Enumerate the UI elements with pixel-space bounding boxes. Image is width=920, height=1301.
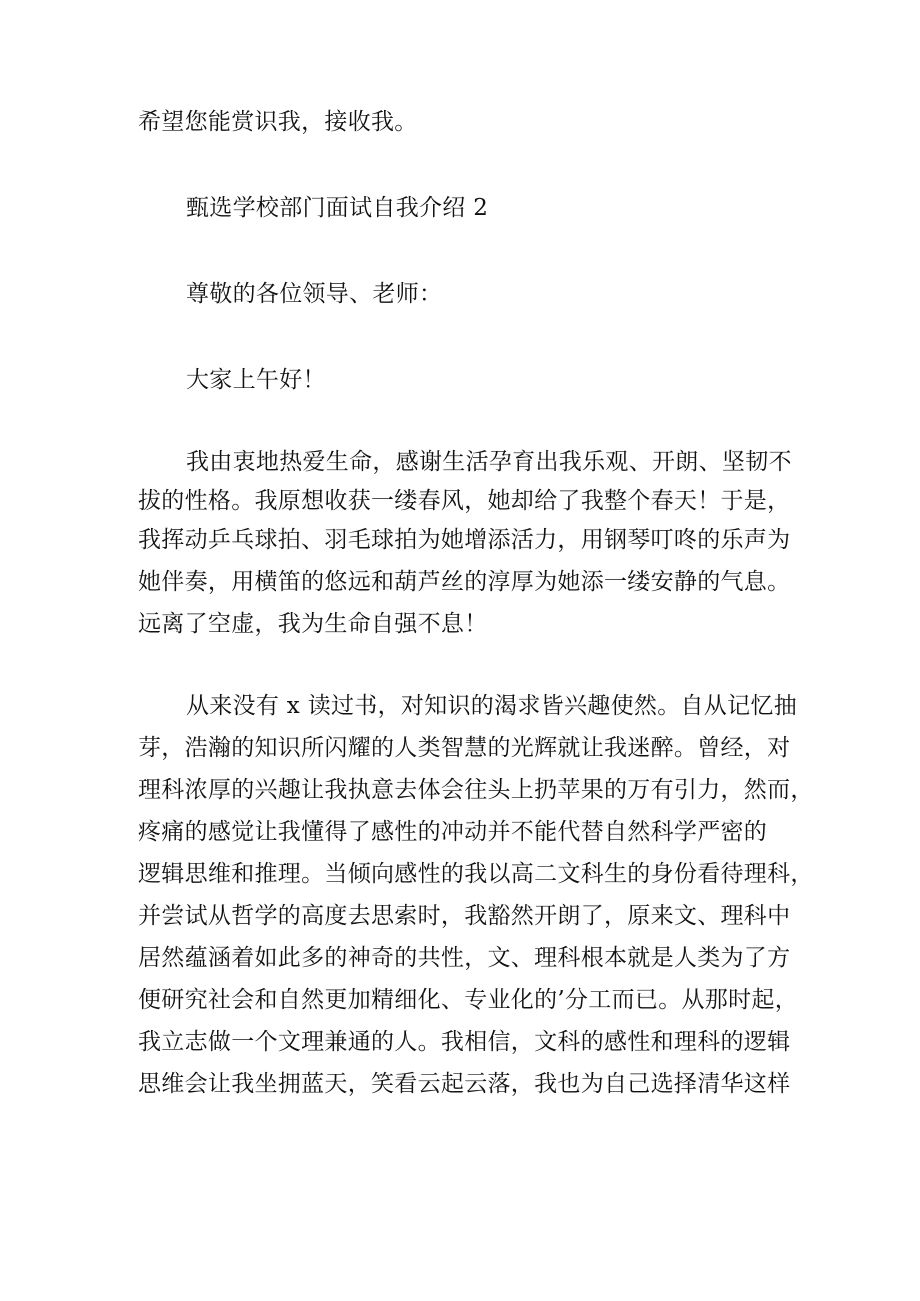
paragraph-2-line-2: 芽，浩瀚的知识所闪耀的人类智慧的光辉就让我迷醉。曾经，对 bbox=[138, 735, 791, 761]
paragraph-2-line-10: 思维会让我坐拥蓝天，笑看云起云落，我也为自己选择清华这样 bbox=[138, 1071, 791, 1097]
paragraph-2-line-5: 逻辑思维和推理。当倾向感性的我以高二文科生的身份看待理科， bbox=[138, 861, 814, 887]
paragraph-2-line-1: 从来没有 x 读过书，对知识的渴求皆兴趣使然。自从记忆抽 bbox=[186, 693, 797, 719]
paragraph-2-line-9: 我立志做一个文理兼通的人。我相信，文科的感性和理科的逻辑 bbox=[138, 1029, 791, 1055]
paragraph-1-line-3: 我挥动乒乓球拍、羽毛球拍为她增添活力，用钢琴叮咚的乐声为 bbox=[138, 527, 791, 553]
paragraph-2-line-3: 理科浓厚的兴趣让我执意去体会往头上扔苹果的万有引力，然而， bbox=[138, 777, 814, 803]
paragraph-1-line-5: 远离了空虚，我为生命自强不息！ bbox=[138, 611, 488, 637]
paragraph-1-line-2: 拔的性格。我原想收获一缕春风，她却给了我整个春天！于是， bbox=[138, 488, 791, 514]
paragraph-1-line-4: 她伴奏，用横笛的悠远和葫芦丝的淳厚为她添一缕安静的气息。 bbox=[138, 569, 791, 595]
closing-line: 希望您能赏识我，接收我。 bbox=[138, 109, 418, 135]
greeting: 大家上午好！ bbox=[186, 367, 326, 393]
paragraph-2-line-6: 并尝试从哲学的高度去思索时，我豁然开朗了，原来文、理科中 bbox=[138, 903, 791, 929]
paragraph-1-line-1: 我由衷地热爱生命，感谢生活孕育出我乐观、开朗、坚韧不 bbox=[186, 449, 792, 475]
paragraph-2-line-8: 便研究社会和自然更加精细化、专业化的’分工而已。从那时起， bbox=[138, 987, 799, 1013]
salutation: 尊敬的各位领导、老师： bbox=[186, 281, 443, 307]
paragraph-2-line-7: 居然蕴涵着如此多的神奇的共性，文、理科根本就是人类为了方 bbox=[138, 945, 791, 971]
paragraph-2-line-4: 疼痛的感觉让我懂得了感性的冲动并不能代替自然科学严密的 bbox=[138, 819, 768, 845]
section-title: 甄选学校部门面试自我介绍 2 bbox=[186, 195, 489, 221]
